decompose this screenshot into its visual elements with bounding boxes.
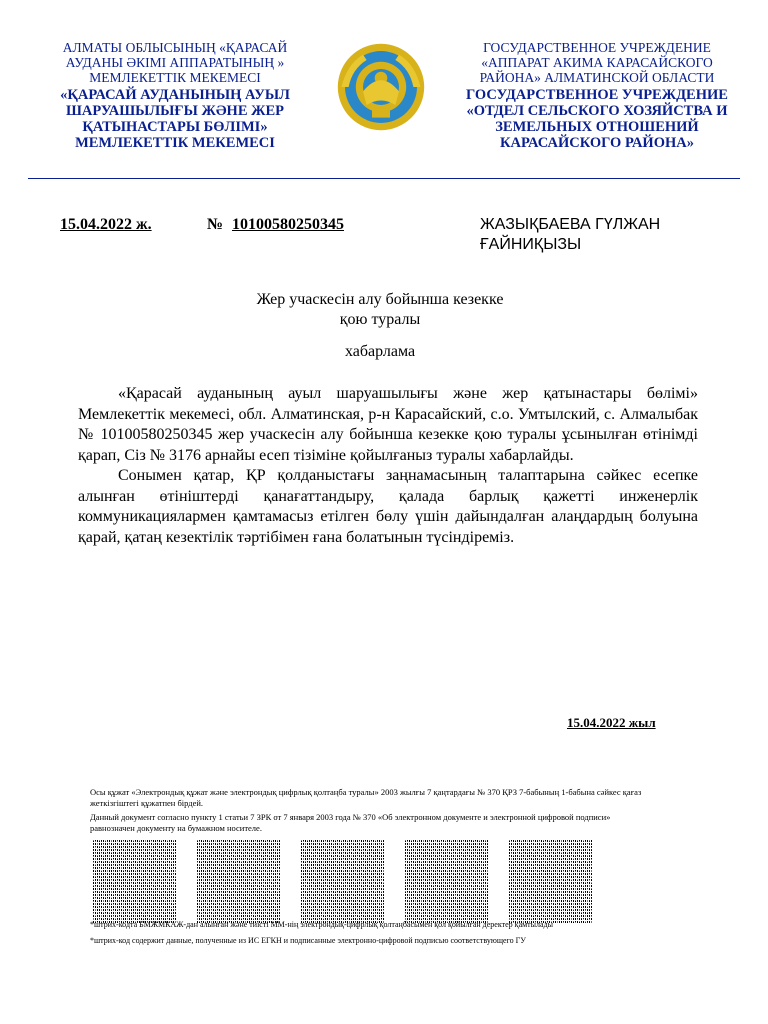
body-paragraph-1: «Қарасай ауданының ауыл шаруашылығы және жер қатынастары бөлімі» Мемлекеттік мекемесі, обл. Алматинская, р-н Карасайский, с.о. Умтылский, с. Алмалыбак № 10100580250345 жер учаскесін алу бойынша кезекке қою туралы ұсынылған өтінімді қарап, Сіз № 3176 арнайы есеп тізіміне қойылғаныз туралы хабарлайды. — [78, 385, 698, 464]
qr-code-icon — [508, 840, 592, 924]
header-divider — [28, 178, 740, 179]
legal-note-ru: Данный документ согласно пункту 1 статьи 7 ЗРК от 7 января 2003 года № 370 «Об электронном документе и электронной цифровой подписи» равнозначен документу на бумажном носителе. — [90, 812, 611, 833]
header-left-bold1: «ҚАРАСАЙ АУДАНЫНЫҢ АУЫЛ — [60, 87, 290, 103]
header-left-line1: АЛМАТЫ ОБЛЫСЫНЫҢ «ҚАРАСАЙ — [62, 40, 288, 55]
qr-code-icon — [404, 840, 488, 924]
header-right-line3: РАЙОНА» АЛМАТИНСКОЙ ОБЛАСТИ — [479, 70, 715, 85]
subject-line1: Жер учаскесін алу бойынша кезекке — [256, 291, 504, 308]
document-number: 10100580250345 — [232, 216, 344, 233]
header-right-block — [452, 40, 742, 151]
header-right-line2: «АППАРАТ АКИМА КАРАСАЙСКОГО — [481, 55, 713, 70]
legal-notes — [90, 787, 650, 837]
recipient-line2: ҒАЙНИҚЫЗЫ — [480, 236, 582, 253]
qr-code-strip — [92, 840, 652, 924]
subject-line2: қою туралы — [339, 311, 421, 328]
header-right-bold2: «ОТДЕЛ СЕЛЬСКОГО ХОЗЯЙСТВА И — [466, 103, 728, 119]
header-left-bold2: ШАРУАШЫЛЫҒЫ ЖӘНЕ ЖЕР — [65, 103, 285, 119]
qr-code-icon — [196, 840, 280, 924]
document-subject — [230, 290, 530, 330]
header-left-line2: АУДАНЫ ӘКІМІ АППАРАТЫНЫҢ » — [65, 55, 285, 70]
header-left-block — [30, 40, 320, 151]
header-left-bold3: ҚАТЫНАСТАРЫ БӨЛІМІ» — [82, 119, 268, 135]
header-left-line3: МЕМЛЕКЕТТІК МЕКЕМЕСІ — [89, 70, 261, 85]
barcode-note-kz: *штрих-кодта БМЖМКАЖ-дан алынған және тиісті ММ-нің электрондық-цифрлық қолтаңбасымен қол қойылған деректер қамтылады — [90, 920, 554, 929]
qr-code-icon — [300, 840, 384, 924]
header-left-bold4: МЕМЛЕКЕТТІК МЕКЕМЕСІ — [75, 135, 275, 151]
body-paragraph-2: Сонымен қатар, ҚР қолданыстағы заңнамасының талаптарына сәйкес есепке алынған өтініштерді қанағаттандыру, қалада барлық қажетті инженерлік коммуникациялармен қамтамасыз етілген бөлу үшін дайындалған алаңдардың болуына қарай, қатаң кезектілік тәртібімен ғана болатынын түсіндіреміз. — [78, 467, 698, 546]
document-date: 15.04.2022 ж. — [60, 216, 152, 233]
qr-code-icon — [92, 840, 176, 924]
recipient-name — [480, 215, 720, 255]
header-right-line1: ГОСУДАРСТВЕННОЕ УЧРЕЖДЕНИЕ — [483, 40, 711, 55]
header-right-bold3: ЗЕМЕЛЬНЫХ ОТНОШЕНИЙ — [495, 119, 699, 135]
legal-note-kz: Осы құжат «Электрондық құжат және электрондық цифрлық қолтаңба туралы» 2003 жылғы 7 қаңтардағы № 370 ҚРЗ 7-бабының 1-бабына сәйкес қағаз жеткізгіштегі құжатпен бірдей. — [90, 787, 642, 808]
barcode-note-ru: *штрих-код содержит данные, полученные из ИС ЕГКН и подписанные электронно-цифровой подписью соответствующего ГУ — [90, 936, 526, 945]
document-body — [78, 384, 698, 548]
header-right-bold4: КАРАСАЙСКОГО РАЙОНА» — [500, 135, 694, 151]
document-number-label: № — [207, 216, 224, 233]
signature-date: 15.04.2022 жыл — [567, 715, 656, 730]
recipient-line1: ЖАЗЫҚБАЕВА ГҮЛЖАН — [480, 216, 661, 233]
header-right-bold1: ГОСУДАРСТВЕННОЕ УЧРЕЖДЕНИЕ — [466, 87, 728, 103]
document-type: хабарлама — [344, 343, 416, 360]
state-emblem-icon — [336, 42, 426, 132]
